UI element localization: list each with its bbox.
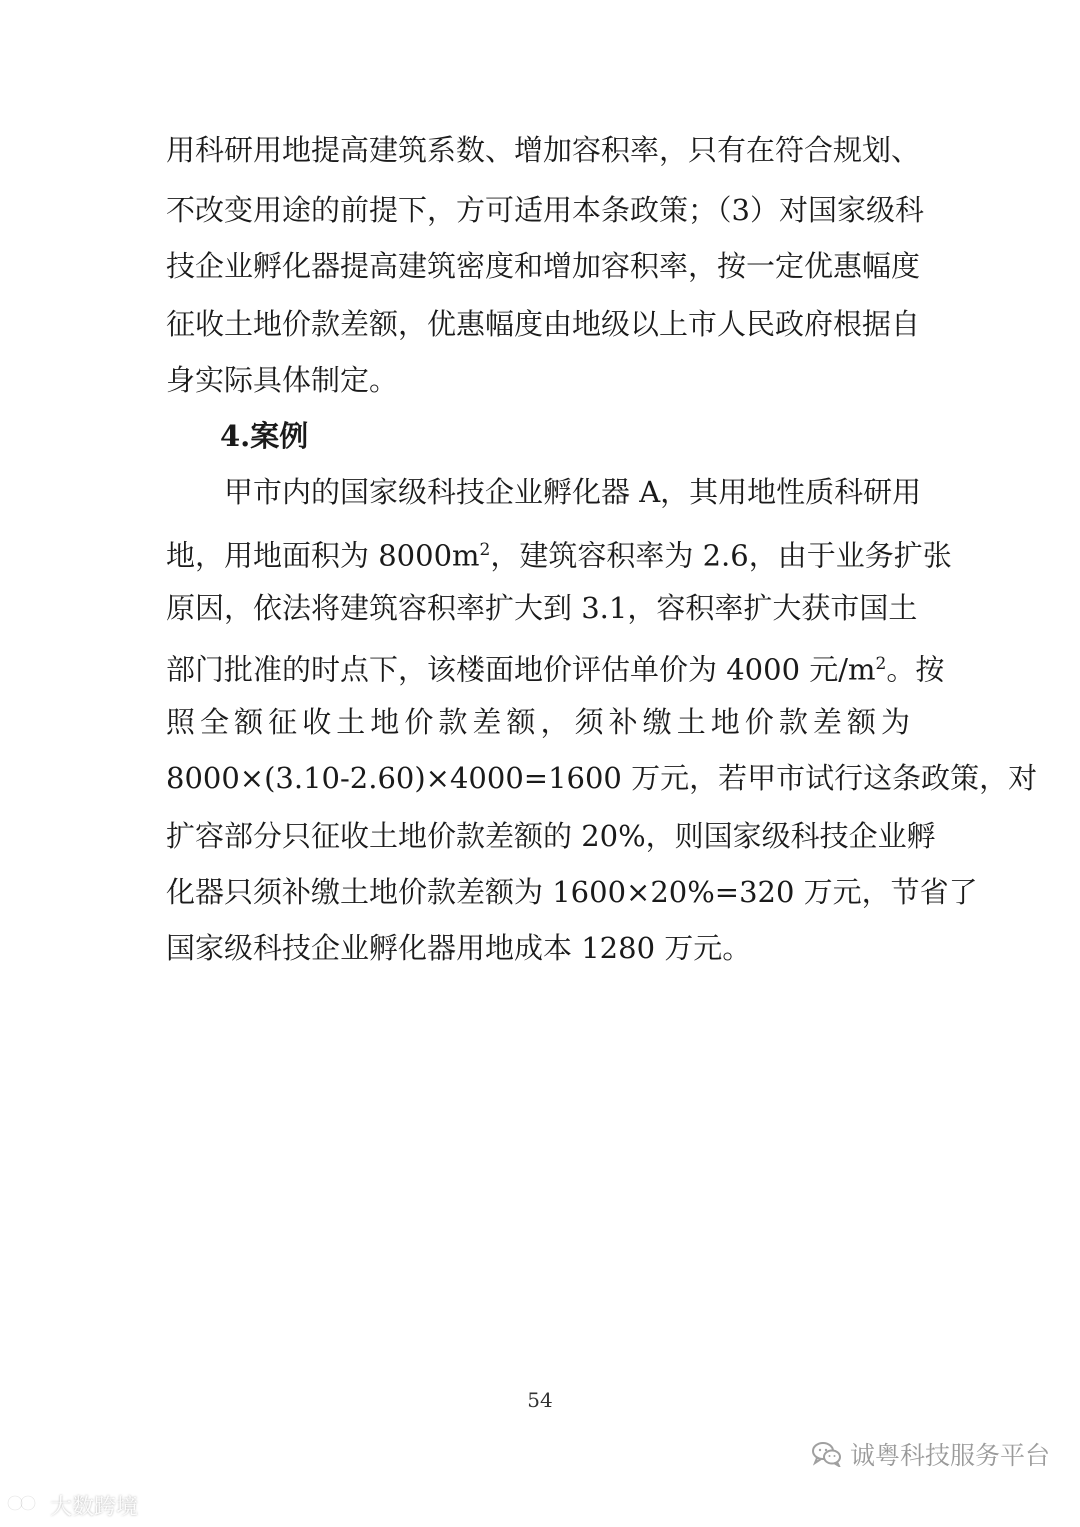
wechat-icon [812, 1441, 842, 1467]
paragraph-2-line-2-post: ，建筑容积率为 2.6，由于业务扩张 [490, 538, 952, 573]
paragraph-2-line-1: 甲市内的国家级科技企业孵化器 A，其用地性质科研用 [224, 475, 922, 509]
superscript-2: 2 [479, 540, 491, 560]
paragraph-2-line-4-pre: 部门批准的时点下，该楼面地价评估单价为 4000 元/m [166, 652, 876, 687]
page-number: 54 [527, 1388, 553, 1412]
paragraph-1-line-2: 不改变用途的前提下，方可适用本条政策；（3）对国家级科 [166, 193, 924, 227]
paragraph-2-line-2-pre: 地，用地面积为 8000m [166, 538, 480, 573]
section-heading: 4.案例 [220, 419, 309, 453]
paragraph-2-line-7: 扩容部分只征收土地价款差额的 20%，则国家级科技企业孵 [166, 819, 936, 853]
watermark-left-text: 大数跨境 [50, 1495, 139, 1520]
paragraph-2-line-8: 化器只须补缴土地价款差额为 1600×20%=320 万元，节省了 [166, 875, 978, 909]
paragraph-2-line-5: 照全额征收土地价款差额，须补缴土地价款差额为 [166, 705, 910, 739]
paragraph-2-line-6: 8000×(3.10-2.60)×4000=1600 万元，若甲市试行这条政策，对 [166, 761, 1038, 795]
paragraph-2-line-2 [166, 530, 952, 576]
paragraph-2-line-9: 国家级科技企业孵化器用地成本 1280 万元。 [166, 931, 752, 965]
watermark-logo-icon [6, 1492, 46, 1520]
paragraph-1-line-4: 征收土地价款差额，优惠幅度由地级以上市人民政府根据自 [166, 307, 921, 341]
paragraph-1-line-5: 身实际具体制定。 [166, 363, 399, 397]
paragraph-2-line-4 [166, 644, 945, 690]
paragraph-1-line-1: 用科研用地提高建筑系数、增加容积率，只有在符合规划、 [166, 133, 921, 167]
paragraph-1-line-3: 技企业孵化器提高建筑密度和增加容积率，按一定优惠幅度 [166, 249, 921, 283]
superscript-2: 2 [875, 654, 887, 674]
watermark-right-text: 诚粤科技服务平台 [849, 1441, 1050, 1470]
paragraph-2-line-3: 原因，依法将建筑容积率扩大到 3.1，容积率扩大获市国土 [166, 591, 918, 625]
wechat-watermark [812, 1436, 1050, 1472]
paragraph-2-line-4-post: 。按 [886, 652, 945, 687]
bottom-left-watermark [6, 1490, 138, 1521]
